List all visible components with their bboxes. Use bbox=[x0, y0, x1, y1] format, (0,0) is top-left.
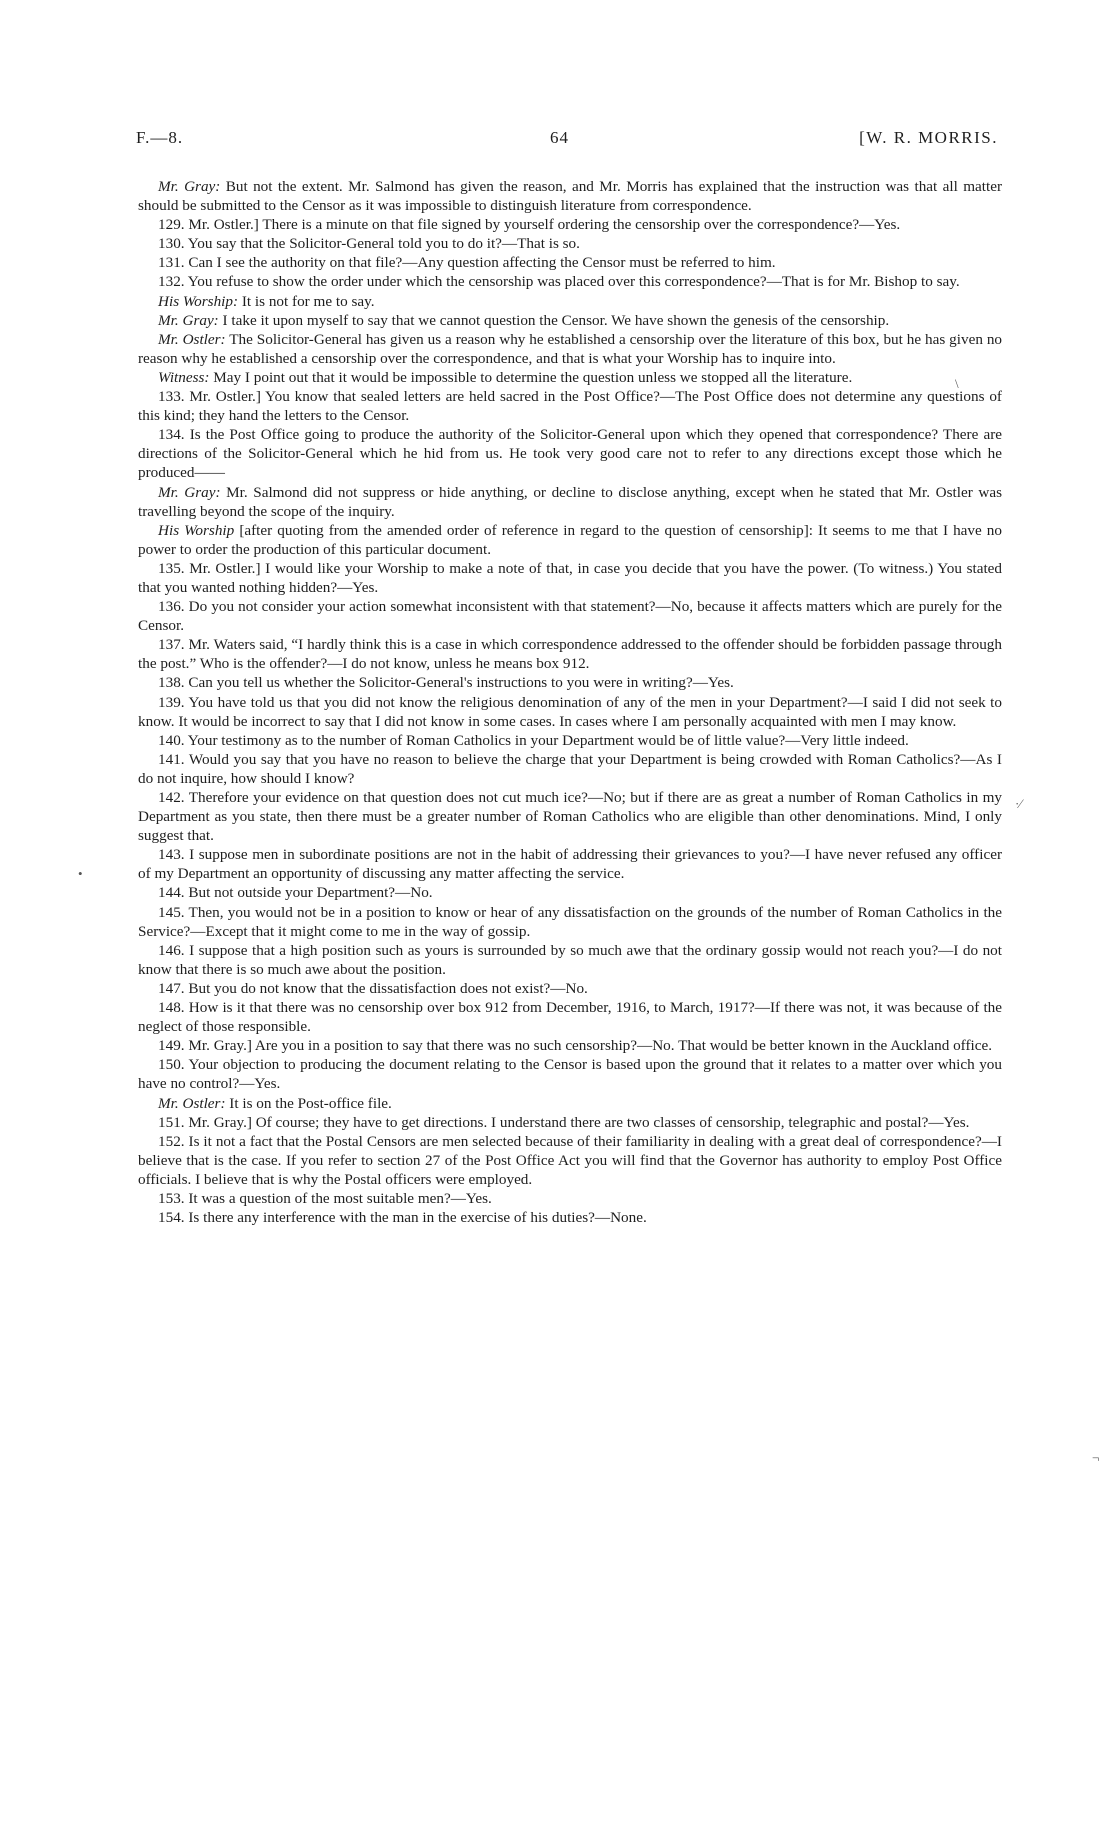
transcript-paragraph bbox=[138, 788, 1002, 845]
transcript-paragraph bbox=[138, 368, 1002, 387]
paragraph-text: 136. Do you not consider your action somewhat inconsistent with that statement?—No, because it affects matters which are purely for the Censor. bbox=[138, 598, 1002, 635]
paragraph-text: It is not for me to say. bbox=[241, 292, 375, 310]
transcript-paragraph bbox=[138, 1189, 1002, 1208]
paragraph-text: It is on the Post-office file. bbox=[229, 1094, 392, 1112]
paragraph-text: 138. Can you tell us whether the Solicitor-General's instructions to you were in writing?—Yes. bbox=[158, 674, 734, 692]
paragraph-text: The Solicitor-General has given us a reason why he established a censorship over the literature of this box, but he has given no reason why he established a censorship over the correspondence, and that is what your Worship has to inquire into. bbox=[138, 330, 1003, 367]
paragraph-text: [after quoting from the amended order of reference in regard to the question of censorship]: It seems to me that I have no power to order the production of this particular document. bbox=[138, 521, 1002, 558]
witness-name: [W. R. MORRIS. bbox=[859, 128, 998, 147]
paragraph-text: May I point out that it would be impossible to determine the question unless we stopped all the literature. bbox=[213, 368, 853, 386]
paragraph-text: 152. Is it not a fact that the Postal Censors are men selected because of their familiarity in dealing with a great deal of correspondence?—I believe that is the case. If you refer to section 27 of the Post Office Act you will find that the Governor has authority to employ Post Office officials. I believe that is why the Postal officers were employed. bbox=[138, 1132, 1002, 1188]
document-reference: F.—8. bbox=[136, 128, 184, 147]
paragraph-text: 154. Is there any interference with the man in the exercise of his duties?—None. bbox=[158, 1209, 647, 1227]
speaker-label: Mr. Gray: bbox=[158, 483, 221, 501]
paragraph-text: But not the extent. Mr. Salmond has given the reason, and Mr. Morris has explained that the instruction was that all matter should be submitted to the Censor as it was impossible to distinguish literature from correspondence. bbox=[138, 178, 1003, 215]
transcript-paragraph bbox=[138, 883, 1002, 902]
transcript-paragraph bbox=[138, 234, 1002, 253]
page-header bbox=[0, 128, 1114, 158]
paragraph-text: 135. Mr. Ostler.] I would like your Worship to make a note of that, in case you decide that you have the power. (To witness.) You stated that you wanted nothing hidden?—Yes. bbox=[138, 559, 1002, 596]
transcript-paragraph bbox=[138, 521, 1002, 559]
paragraph-text: 150. Your objection to producing the document relating to the Censor is based upon the ground that it relates to a matter over which you have no control?—Yes. bbox=[138, 1056, 1002, 1093]
paragraph-text: 134. Is the Post Office going to produce the authority of the Solicitor-General upon which they opened that correspondence? There are directions of the Solicitor-General which he hid from us. He took very good care not to refer to any directions except those which he produced—— bbox=[138, 426, 1002, 482]
transcript-paragraph bbox=[138, 673, 1002, 692]
transcript-paragraph bbox=[138, 998, 1002, 1036]
transcript-paragraph bbox=[138, 425, 1002, 482]
paragraph-text: I take it upon myself to say that we cannot question the Censor. We have shown the genesis of the censorship. bbox=[222, 311, 890, 329]
transcript-body bbox=[138, 177, 1002, 1227]
page-number: 64 bbox=[550, 128, 569, 147]
speaker-label: His Worship: bbox=[158, 292, 239, 310]
margin-mark: \ bbox=[955, 376, 959, 391]
paragraph-text: 140. Your testimony as to the number of Roman Catholics in your Department would be of little value?—Very little indeed. bbox=[158, 731, 909, 749]
transcript-paragraph bbox=[138, 330, 1002, 368]
transcript-paragraph bbox=[138, 1132, 1002, 1189]
transcript-paragraph bbox=[138, 941, 1002, 979]
transcript-paragraph bbox=[138, 272, 1002, 291]
paragraph-text: 139. You have told us that you did not know the religious denomination of any of the men in your Department?—I said I did not seek to know. It would be incorrect to say that I did not know in some cases. In cases where I am personally acquainted with men I may know. bbox=[138, 693, 1002, 730]
transcript-paragraph bbox=[138, 311, 1002, 330]
paragraph-text: 148. How is it that there was no censorship over box 912 from December, 1916, to March, 1917?—If there was not, it was because of the neglect of those responsible. bbox=[138, 999, 1002, 1036]
transcript-paragraph bbox=[138, 845, 1002, 883]
transcript-paragraph bbox=[138, 1113, 1002, 1132]
paragraph-text: 151. Mr. Gray.] Of course; they have to get directions. I understand there are two classes of censorship, telegraphic and postal?—Yes. bbox=[158, 1113, 970, 1131]
paragraph-text: 143. I suppose men in subordinate positions are not in the habit of addressing their grievances to you?—I have never refused any officer of my Department an opportunity of discussing any matter affecting the service. bbox=[138, 846, 1002, 883]
paragraph-text: Mr. Salmond did not suppress or hide anything, or decline to disclose anything, except when he stated that Mr. Ostler was travelling beyond the scope of the inquiry. bbox=[138, 483, 1002, 520]
transcript-paragraph bbox=[138, 903, 1002, 941]
speaker-label: Witness: bbox=[158, 368, 210, 386]
paragraph-text: 132. You refuse to show the order under which the censorship was placed over this correspondence?—That is for Mr. Bishop to say. bbox=[158, 273, 960, 291]
margin-mark: ·⁄ bbox=[1015, 796, 1022, 811]
transcript-paragraph bbox=[138, 559, 1002, 597]
paragraph-text: 144. But not outside your Department?—No. bbox=[158, 884, 433, 902]
transcript-paragraph bbox=[138, 635, 1002, 673]
transcript-paragraph bbox=[138, 1036, 1002, 1055]
paragraph-text: 133. Mr. Ostler.] You know that sealed letters are held sacred in the Post Office?—The Post Office does not determine any questions of this kind; they hand the letters to the Censor. bbox=[138, 388, 1002, 425]
speaker-label: His Worship bbox=[158, 521, 235, 539]
speaker-label: Mr. Ostler: bbox=[158, 1094, 226, 1112]
transcript-paragraph bbox=[138, 750, 1002, 788]
paragraph-text: 145. Then, you would not be in a position to know or hear of any dissatisfaction on the grounds of the number of Roman Catholics in the Service?—Except that it might come to me in the way of gossip. bbox=[138, 903, 1002, 940]
speaker-label: Mr. Ostler: bbox=[158, 330, 226, 348]
speaker-label: Mr. Gray: bbox=[158, 178, 221, 195]
paragraph-text: 149. Mr. Gray.] Are you in a position to say that there was no such censorship?—No. That would be better known in the Auckland office. bbox=[158, 1037, 993, 1055]
speaker-label: Mr. Gray: bbox=[158, 311, 219, 329]
paragraph-text: 141. Would you say that you have no reason to believe the charge that your Department is being crowded with Roman Catholics?—As I do not inquire, how should I know? bbox=[138, 750, 1002, 787]
margin-dot: • bbox=[78, 866, 83, 881]
paragraph-text: 142. Therefore your evidence on that question does not cut much ice?—No; but if there are as great a number of Roman Catholics in my Department as you state, then there must be a greater number of Roman Catholics who are eligible than other denominations. Mind, I only suggest that. bbox=[138, 789, 1002, 845]
transcript-paragraph bbox=[138, 253, 1002, 272]
paragraph-text: 130. You say that the Solicitor-General told you to do it?—That is so. bbox=[158, 235, 580, 253]
transcript-paragraph bbox=[138, 1094, 1002, 1113]
paragraph-text: 146. I suppose that a high position such as yours is surrounded by so much awe that the ordinary gossip would not reach you?—I do not know that there is so much awe about the position. bbox=[138, 941, 1002, 978]
transcript-paragraph bbox=[138, 292, 1002, 311]
paragraph-text: 153. It was a question of the most suitable men?—Yes. bbox=[158, 1189, 492, 1207]
paragraph-text: 147. But you do not know that the dissatisfaction does not exist?—No. bbox=[158, 979, 588, 997]
transcript-paragraph bbox=[138, 387, 1002, 425]
transcript-paragraph bbox=[138, 1208, 1002, 1227]
transcript-paragraph bbox=[138, 731, 1002, 750]
transcript-paragraph bbox=[138, 979, 1002, 998]
paragraph-text: 131. Can I see the authority on that file?—Any question affecting the Censor must be referred to him. bbox=[158, 254, 776, 272]
transcript-paragraph bbox=[138, 177, 1002, 215]
transcript-paragraph bbox=[138, 215, 1002, 234]
transcript-paragraph bbox=[138, 1055, 1002, 1093]
paragraph-text: 137. Mr. Waters said, “I hardly think this is a case in which correspondence addressed to the offender should be forbidden passage through the post.” Who is the offender?—I do not know, unless he means box 912. bbox=[138, 636, 1002, 673]
transcript-paragraph bbox=[138, 693, 1002, 731]
transcript-paragraph bbox=[138, 597, 1002, 635]
corner-mark: ¬ bbox=[1092, 1450, 1100, 1465]
paragraph-text: 129. Mr. Ostler.] There is a minute on that file signed by yourself ordering the censorship over the correspondence?—Yes. bbox=[158, 216, 901, 234]
transcript-paragraph bbox=[138, 483, 1002, 521]
